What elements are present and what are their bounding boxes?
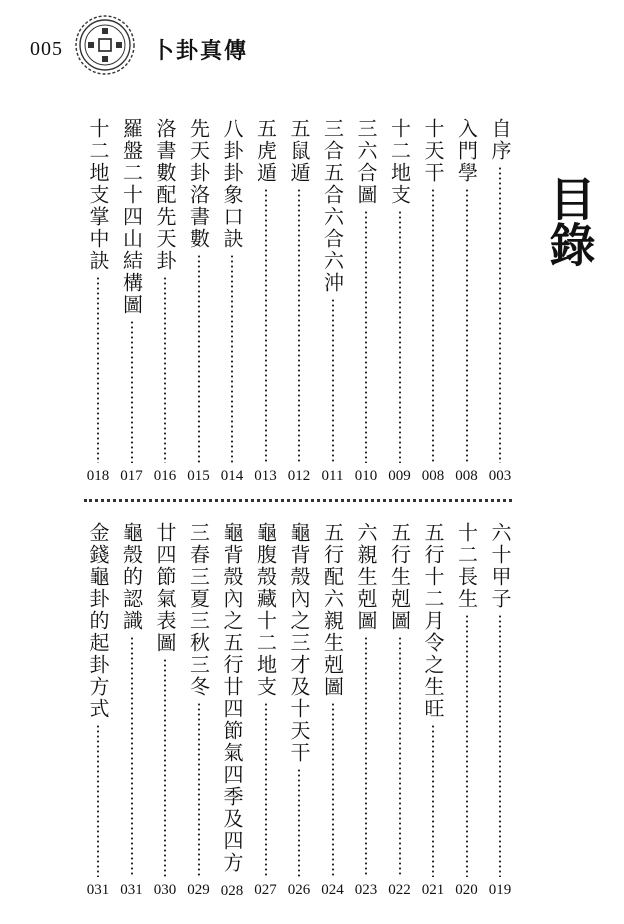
toc-entry-page: 018: [86, 468, 110, 484]
toc-entry-page: 010: [354, 468, 378, 484]
toc-entry: [451, 522, 483, 898]
dot-leader: [466, 614, 468, 877]
toc-entry-title: 十天干: [421, 118, 445, 184]
dot-leader: [97, 276, 99, 463]
toc-entry-page: 008: [421, 468, 445, 484]
toc-entry-title: 自序: [488, 118, 512, 162]
toc-entry: [484, 118, 516, 484]
toc-entry: [149, 118, 181, 484]
toc-entry-page: 016: [153, 468, 177, 484]
toc-entry: [216, 118, 248, 484]
toc-entry-title: 龜殼的認識: [119, 522, 144, 632]
toc-entry: [350, 522, 382, 898]
toc-entry-title: 先天卦洛書數: [186, 118, 211, 250]
toc-entry: [283, 522, 315, 898]
dot-leader: [332, 702, 334, 877]
toc-entry-title: 十二地支掌中訣: [86, 118, 110, 272]
toc-entry-page: 028: [220, 883, 244, 899]
dot-leader: [332, 298, 334, 463]
toc-entry-title: 五行生剋圖: [387, 522, 412, 632]
toc-entry: [283, 118, 315, 484]
toc-entry: [149, 522, 181, 898]
toc-entry-title: 十二地支: [387, 118, 412, 206]
dot-leader: [198, 254, 200, 463]
dot-leader: [499, 614, 501, 877]
dot-leader: [131, 320, 133, 463]
toc-entry-page: 027: [254, 882, 277, 898]
toc-entry: [250, 522, 282, 898]
toc-entry: [317, 118, 349, 484]
toc-entry-page: 031: [86, 882, 110, 898]
toc-entry-title: 三六合圖: [354, 118, 378, 206]
toc-entry: [216, 522, 248, 898]
toc-entry: [183, 522, 215, 898]
toc-entry: [417, 118, 449, 484]
toc-entry-page: 024: [321, 882, 344, 898]
dot-leader: [164, 276, 166, 463]
toc-entry-title: 廿四節氣表圖: [153, 522, 177, 654]
toc-entry-title: 五虎遁: [253, 118, 278, 184]
toc-entry-page: 021: [421, 882, 445, 898]
toc-entry-title: 金錢龜卦的起卦方式: [86, 522, 110, 720]
toc-entry-title: 洛書數配先天卦: [153, 118, 177, 272]
dot-leader: [198, 702, 200, 877]
toc-entry-title: 龜腹殼藏十二地支: [253, 522, 278, 698]
toc-entry-title: 五行配六親生剋圖: [320, 522, 345, 698]
dot-leader: [365, 636, 367, 877]
toc-entry-page: 012: [287, 468, 311, 484]
dot-leader: [265, 188, 267, 463]
section-divider: [84, 499, 512, 502]
toc-entry-title: 五行十二月令之生旺: [421, 522, 445, 720]
book-title: 卜卦真傳: [152, 39, 249, 64]
toc-entry: [384, 118, 416, 484]
toc-entry-title: 入門學: [454, 118, 479, 184]
toc-entry-page: 022: [388, 882, 411, 898]
toc-entry: [82, 522, 114, 898]
dot-leader: [298, 188, 300, 463]
toc-entry: [451, 118, 483, 484]
toc-entry: [484, 522, 516, 898]
page-number: 005: [30, 38, 63, 60]
toc-entry: [384, 522, 416, 898]
toc-entry-page: 017: [120, 468, 143, 484]
toc-entry: [250, 118, 282, 484]
toc-entry-page: 009: [388, 468, 411, 484]
toc-entry-title: 龜背殼內之三才及十天干: [287, 522, 311, 764]
toc-entry-title: 三春三夏三秋三冬: [186, 522, 211, 698]
dot-leader: [231, 254, 233, 463]
dot-leader: [499, 166, 501, 463]
toc-entry-page: 015: [187, 468, 210, 484]
dot-leader: [265, 702, 267, 877]
dot-leader: [164, 658, 166, 877]
toc-entry-page: 029: [187, 882, 210, 898]
toc-entry-title: 六親生剋圖: [354, 522, 378, 632]
toc-entry-title: 羅盤二十四山結構圖: [119, 118, 144, 316]
dot-leader: [97, 724, 99, 877]
dot-leader: [131, 636, 133, 877]
dot-leader: [432, 188, 434, 463]
toc-heading: 目錄: [542, 175, 597, 267]
toc-entry: [317, 522, 349, 898]
toc-entry-title: 八卦卦象口訣: [220, 118, 244, 250]
coin-emblem-icon: [74, 14, 136, 76]
dot-leader: [432, 724, 434, 877]
toc-entry: [183, 118, 215, 484]
toc-entry-title: 六十甲子: [488, 522, 512, 610]
toc-entry-page: 008: [455, 468, 478, 484]
dot-leader: [298, 768, 300, 877]
toc-entry-page: 011: [321, 468, 344, 484]
toc-entry-title: 三合五合六合六沖: [320, 118, 345, 294]
toc-entry-page: 026: [287, 882, 311, 898]
toc-entry: [82, 118, 114, 484]
toc-entry-page: 013: [254, 468, 277, 484]
toc-entry-title: 龜背殼內之五行廿四節氣四季及四方: [220, 522, 244, 874]
toc-entry-page: 030: [153, 882, 177, 898]
dot-leader: [365, 210, 367, 463]
toc-entry-page: 023: [354, 882, 378, 898]
dot-leader: [399, 636, 401, 877]
toc-entry-page: 014: [220, 468, 244, 484]
toc-entry-page: 019: [488, 882, 512, 898]
toc-entry: [350, 118, 382, 484]
toc-entry-page: 003: [488, 468, 512, 484]
toc-entry-title: 五鼠遁: [287, 118, 311, 184]
toc-entry: [417, 522, 449, 898]
toc-entry: [116, 522, 148, 898]
toc-entry-page: 031: [120, 882, 143, 898]
toc-entry-title: 十二長生: [454, 522, 479, 610]
toc-entry: [116, 118, 148, 484]
toc-entry-page: 020: [455, 882, 478, 898]
dot-leader: [466, 188, 468, 463]
dot-leader: [399, 210, 401, 463]
